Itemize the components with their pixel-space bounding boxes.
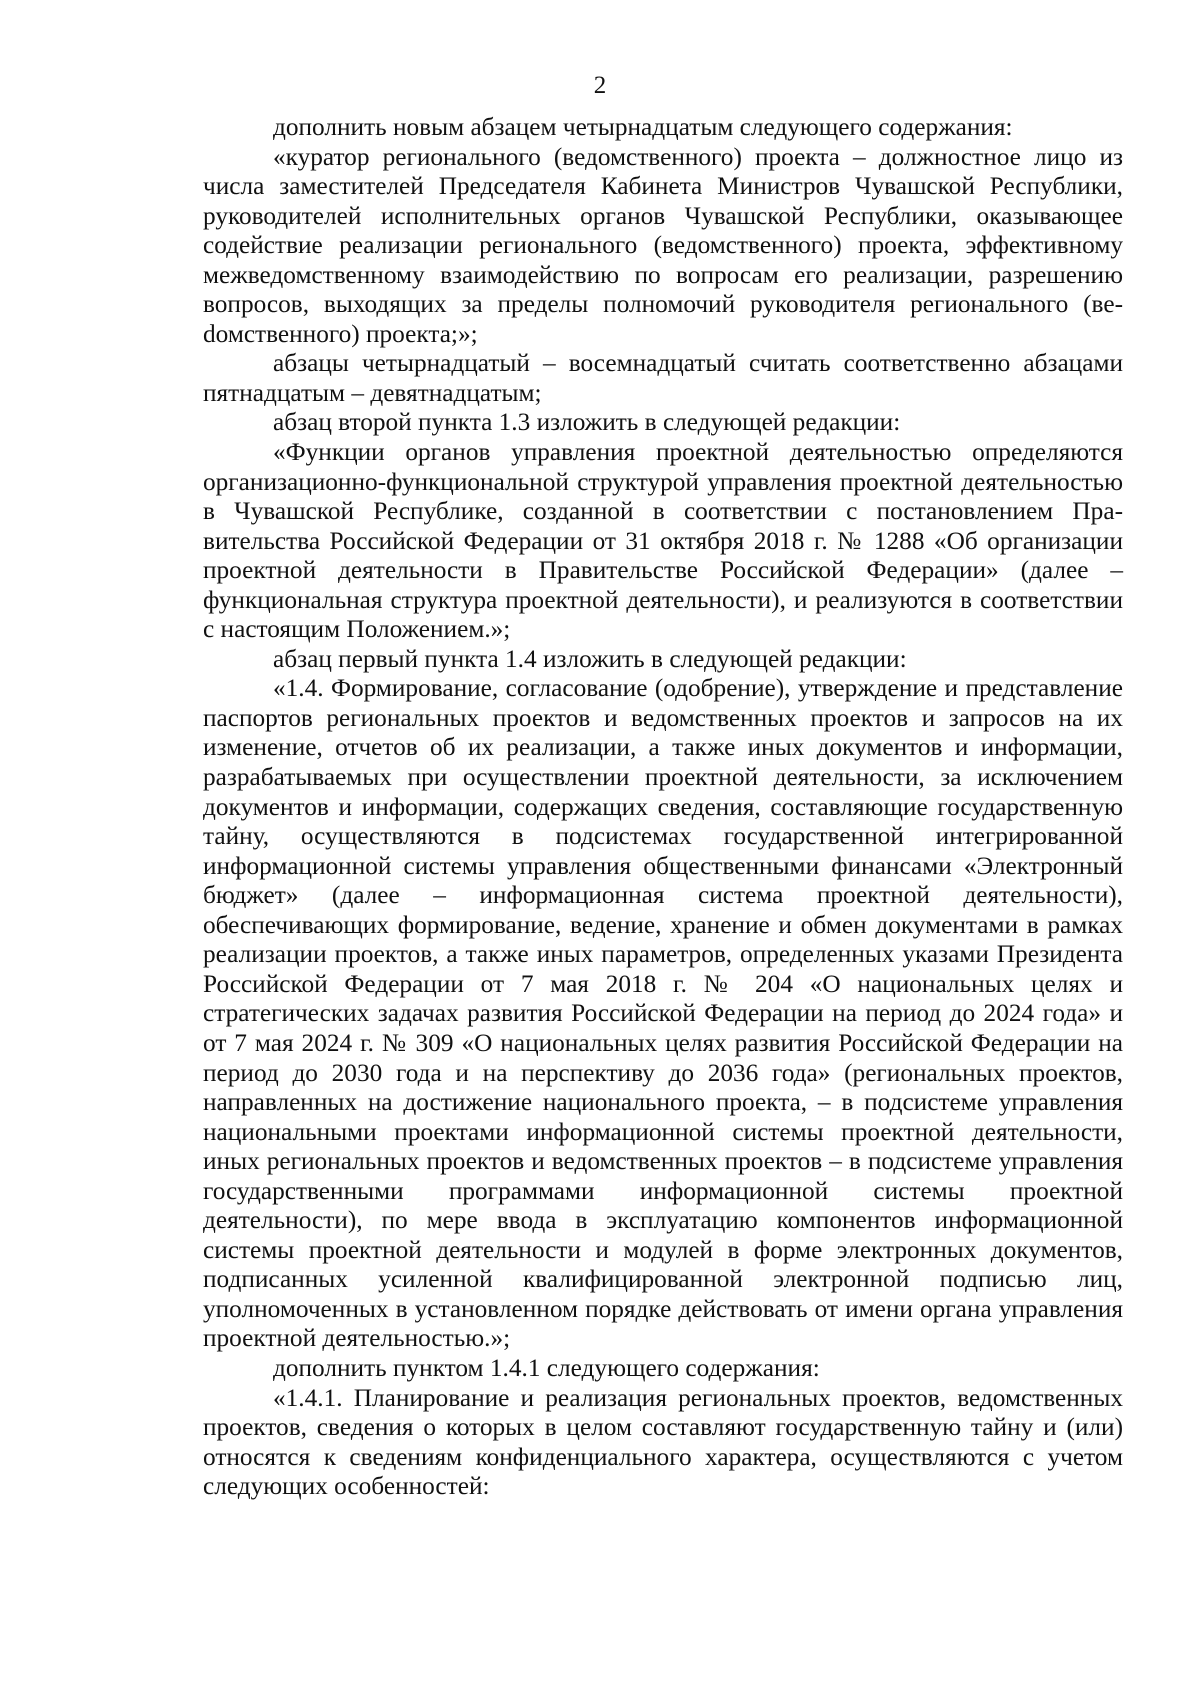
paragraph: «1.4.1. Планирование и реализация региональных проектов, ведомственных проектов, сведения о которых в целом составляют государственную тайну и (или) относятся к сведениям конфиденциального характера, осуществляются с учетом следующих особенностей: <box>203 1383 1123 1501</box>
page-number: 2 <box>593 72 607 99</box>
paragraph: «Функции органов управления проектной деятельностью определяются организационно-функциональной структурой управления проектной деятельностью в Чувашской Республике, созданной в соответствии с постановлением Правительства Российской Федерации от 31 октября 2018 г. № 1288 «Об организации проектной деятельности в Правительстве Российской Федерации» (далее – функциональная структура проектной деятельности), и реализуются в соответствии с настоящим Положением.»; <box>203 438 1123 644</box>
paragraph: «1.4. Формирование, согласование (одобрение), утверждение и представление паспортов региональных проектов и ведомственных проектов и запросов на их изменение, отчетов об их реализации, а также иных документов и информации, разрабатываемых при осуществлении проектной деятельности, за исключением документов и информации, содержащих сведения, составляющие государственную тайну, осуществляются в подсистемах государственной интегрированной информационной системы управления общественными финансами «Электронный бюджет» (далее – информационная система проектной деятельности), обеспечивающих формирование, ведение, хранение и обмен документами в рамках реализации проектов, а также иных параметров, определенных указами Президента Российской Федерации от 7 мая 2018 г. № 204 «О национальных целях и стратегических задачах развития Российской Федерации на период до 2024 года» и от 7 мая 2024 г. № 309 «О национальных целях развития Российской Федерации на период до 2030 года и на перспективу до 2036 года» (региональных проектов, направленных на достижение национального проекта, – в подсистеме управления национальными проектами информационной системы проектной деятельности, иных региональных проектов и ведомственных проектов – в подсистеме управления государственными программами информационной системы проектной деятельности), по мере ввода в эксплуатацию компонентов информационной системы проектной деятельности и модулей в форме электронных документов, подписанных усиленной квалифицированной электронной подписью лиц, уполномоченных в установленном порядке действовать от имени органа управления проектной деятельностью.»; <box>203 674 1123 1353</box>
paragraph: абзац второй пункта 1.3 изложить в следующей редакции: <box>273 408 901 437</box>
paragraph: абзацы четырнадцатый – восемнадцатый считать соответственно абзацами пятнадцатым – девятнадцатым; <box>203 349 1123 407</box>
paragraph: «куратор регионального (ведомственного) проекта – должностное лицо из числа заместителей Председателя Кабинета Министров Чувашской Республики, руководителей исполнительных органов Чувашской Республики, оказывающее содействие реализации регионального (ведомственного) проекта, эффективному межведомственному взаимодействию по вопросам его реализации, разрешению вопросов, выходящих за пределы полномочий руководителя регионального (веdомственного) проекта;»; <box>203 142 1123 348</box>
paragraph: дополнить пунктом 1.4.1 следующего содержания: <box>273 1353 820 1382</box>
paragraph: абзац первый пункта 1.4 изложить в следующей редакции: <box>273 644 907 673</box>
paragraph: дополнить новым абзацем четырнадцатым следующего содержания: <box>273 113 1013 141</box>
document-body <box>203 113 1123 1502</box>
